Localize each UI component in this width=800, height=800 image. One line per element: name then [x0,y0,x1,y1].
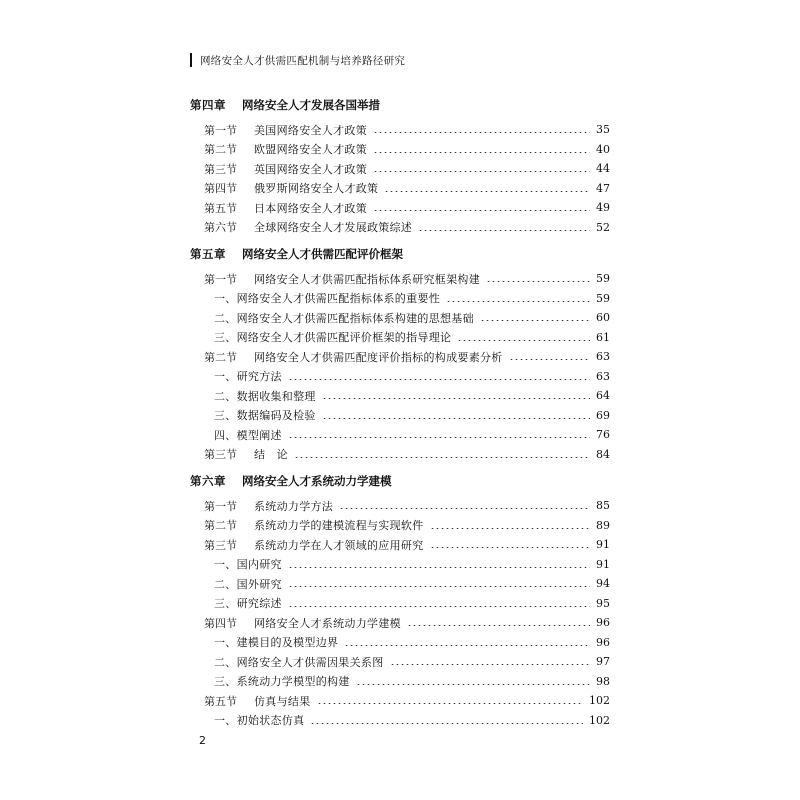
entry-title: 二、数据收集和整理 [214,389,316,403]
toc-subsection-entry[interactable] [190,555,610,575]
chapter-number: 第六章 [190,474,226,488]
section-number: 第四节 [204,616,237,630]
entry-page-number: 64 [596,389,610,403]
toc-subsection-entry[interactable] [190,425,610,445]
entry-page-number: 102 [589,694,610,708]
entry-page-number: 89 [596,518,610,532]
entry-title: 结 论 [254,448,288,462]
entry-title: 二、网络安全人才供需匹配指标体系构建的思想基础 [214,311,474,325]
chapter-number: 第五章 [190,247,226,261]
section-number: 第二节 [204,143,237,157]
chapter-number: 第四章 [190,98,226,112]
toc-subsection-entry[interactable] [190,672,610,692]
dot-leader [384,191,590,192]
entry-page-number: 59 [596,272,610,286]
section-number: 第一节 [204,499,237,513]
chapter-entries [190,120,610,237]
entry-page-number: 95 [596,596,610,610]
dot-leader [288,606,590,607]
dot-leader [288,567,590,568]
toc-subsection-entry[interactable] [190,328,610,348]
dot-leader [446,301,590,302]
dot-leader [373,132,590,133]
entry-page-number: 84 [596,447,610,461]
dot-leader [373,152,590,153]
entry-title: 三、研究综述 [214,597,282,611]
entry-page-number: 102 [589,713,610,727]
toc-section-entry[interactable] [190,140,610,160]
section-number: 第二节 [204,519,237,533]
running-head-rule [190,53,192,67]
chapter-entries [190,269,610,464]
dot-leader [486,281,590,282]
entry-page-number: 69 [596,408,610,422]
toc-section-entry[interactable] [190,347,610,367]
chapter-title: 网络安全人才供需匹配评价框架 [242,247,403,261]
entry-title: 一、网络安全人才供需匹配指标体系的重要性 [214,292,440,306]
section-number: 第二节 [204,350,237,364]
entry-page-number: 44 [596,162,610,176]
toc-subsection-entry[interactable] [190,308,610,328]
entry-page-number: 91 [596,557,610,571]
toc-section-entry[interactable] [190,496,610,516]
dot-leader [430,528,591,529]
section-number: 第五节 [204,201,237,215]
entry-title: 一、建模目的及模型边界 [214,636,339,650]
chapter-entries [190,496,610,730]
dot-leader [418,230,590,231]
entry-page-number: 59 [596,291,610,305]
toc-subsection-entry[interactable] [190,367,610,387]
entry-page-number: 52 [596,220,610,234]
toc-section-entry[interactable] [190,516,610,536]
entry-title: 系统动力学在人才领域的应用研究 [254,538,424,552]
entry-page-number: 61 [596,330,610,344]
chapter-heading [190,472,610,490]
entry-page-number: 85 [596,499,610,513]
entry-page-number: 76 [596,428,610,442]
entry-title: 网络安全人才供需匹配度评价指标的构成要素分析 [254,350,503,364]
toc-subsection-entry[interactable] [190,289,610,309]
toc-section-entry[interactable] [190,613,610,633]
toc-section-entry[interactable] [190,198,610,218]
chapter-title: 网络安全人才系统动力学建模 [242,474,392,488]
dot-leader [430,547,591,548]
toc-subsection-entry[interactable] [190,386,610,406]
entry-title: 三、系统动力学模型的构建 [214,675,350,689]
running-head [190,52,405,68]
entry-page-number: 47 [596,181,610,195]
page-number: 2 [199,734,206,747]
entry-title: 二、网络安全人才供需因果关系图 [214,655,384,669]
entry-title: 二、国外研究 [214,577,282,591]
section-number: 第六节 [204,221,237,235]
entry-page-number: 49 [596,201,610,215]
dot-leader [339,508,590,509]
toc-subsection-entry[interactable] [190,711,610,731]
entry-page-number: 98 [596,674,610,688]
section-number: 第五节 [204,694,237,708]
toc-section-entry[interactable] [190,120,610,140]
dot-leader [373,171,590,172]
dot-leader [407,625,590,626]
toc-section-entry[interactable] [190,535,610,555]
entry-title: 一、国内研究 [214,558,282,572]
entry-page-number: 63 [596,369,610,383]
dot-leader [480,320,590,321]
entry-title: 系统动力学方法 [254,499,334,513]
entry-page-number: 91 [596,538,610,552]
section-number: 第三节 [204,538,237,552]
dot-leader [317,703,584,704]
dot-leader [457,340,590,341]
section-number: 第四节 [204,182,237,196]
dot-leader [322,398,590,399]
entry-title: 日本网络安全人才政策 [254,201,367,215]
entry-title: 美国网络安全人才政策 [254,123,367,137]
entry-page-number: 97 [596,655,610,669]
running-head-title: 网络安全人才供需匹配机制与培养路径研究 [200,54,406,67]
chapter-heading [190,245,610,263]
section-number: 第一节 [204,123,237,137]
dot-leader [294,457,590,458]
toc-section-entry[interactable] [190,159,610,179]
toc-subsection-entry[interactable] [190,633,610,653]
dot-leader [288,379,590,380]
dot-leader [356,684,590,685]
entry-title: 英国网络安全人才政策 [254,162,367,176]
chapter-heading [190,96,610,114]
toc-subsection-entry[interactable] [190,652,610,672]
toc-section-entry[interactable] [190,269,610,289]
entry-title: 网络安全人才供需匹配指标体系研究框架构建 [254,272,480,286]
dot-leader [390,664,591,665]
entry-page-number: 94 [596,577,610,591]
toc-subsection-entry[interactable] [190,406,610,426]
section-number: 第三节 [204,162,237,176]
toc-section-entry[interactable] [190,445,610,465]
dot-leader [509,359,590,360]
entry-page-number: 35 [596,123,610,137]
entry-page-number: 63 [596,350,610,364]
entry-title: 俄罗斯网络安全人才政策 [254,182,379,196]
toc-section-entry[interactable] [190,179,610,199]
dot-leader [373,210,590,211]
toc-section-entry[interactable] [190,691,610,711]
dot-leader [288,586,590,587]
entry-title: 一、研究方法 [214,370,282,384]
section-number: 第三节 [204,448,237,462]
entry-title: 三、网络安全人才供需匹配评价框架的指导理论 [214,331,452,345]
entry-page-number: 60 [596,311,610,325]
dot-leader [344,645,590,646]
entry-title: 四、模型阐述 [214,428,282,442]
table-of-contents [190,96,610,738]
entry-title: 全球网络安全人才发展政策综述 [254,221,413,235]
dot-leader [310,723,583,724]
chapter-title: 网络安全人才发展各国举措 [242,98,380,112]
entry-page-number: 96 [596,616,610,630]
entry-title: 一、初始状态仿真 [214,714,305,728]
toc-section-entry[interactable] [190,218,610,238]
entry-title: 系统动力学的建模流程与实现软件 [254,519,424,533]
dot-leader [322,418,590,419]
section-number: 第一节 [204,272,237,286]
dot-leader [288,437,590,438]
entry-title: 网络安全人才系统动力学建模 [254,616,401,630]
toc-subsection-entry[interactable] [190,594,610,614]
entry-page-number: 96 [596,635,610,649]
entry-title: 欧盟网络安全人才政策 [254,143,367,157]
entry-title: 三、数据编码及检验 [214,409,316,423]
entry-page-number: 40 [596,142,610,156]
entry-title: 仿真与结果 [254,694,311,708]
toc-subsection-entry[interactable] [190,574,610,594]
